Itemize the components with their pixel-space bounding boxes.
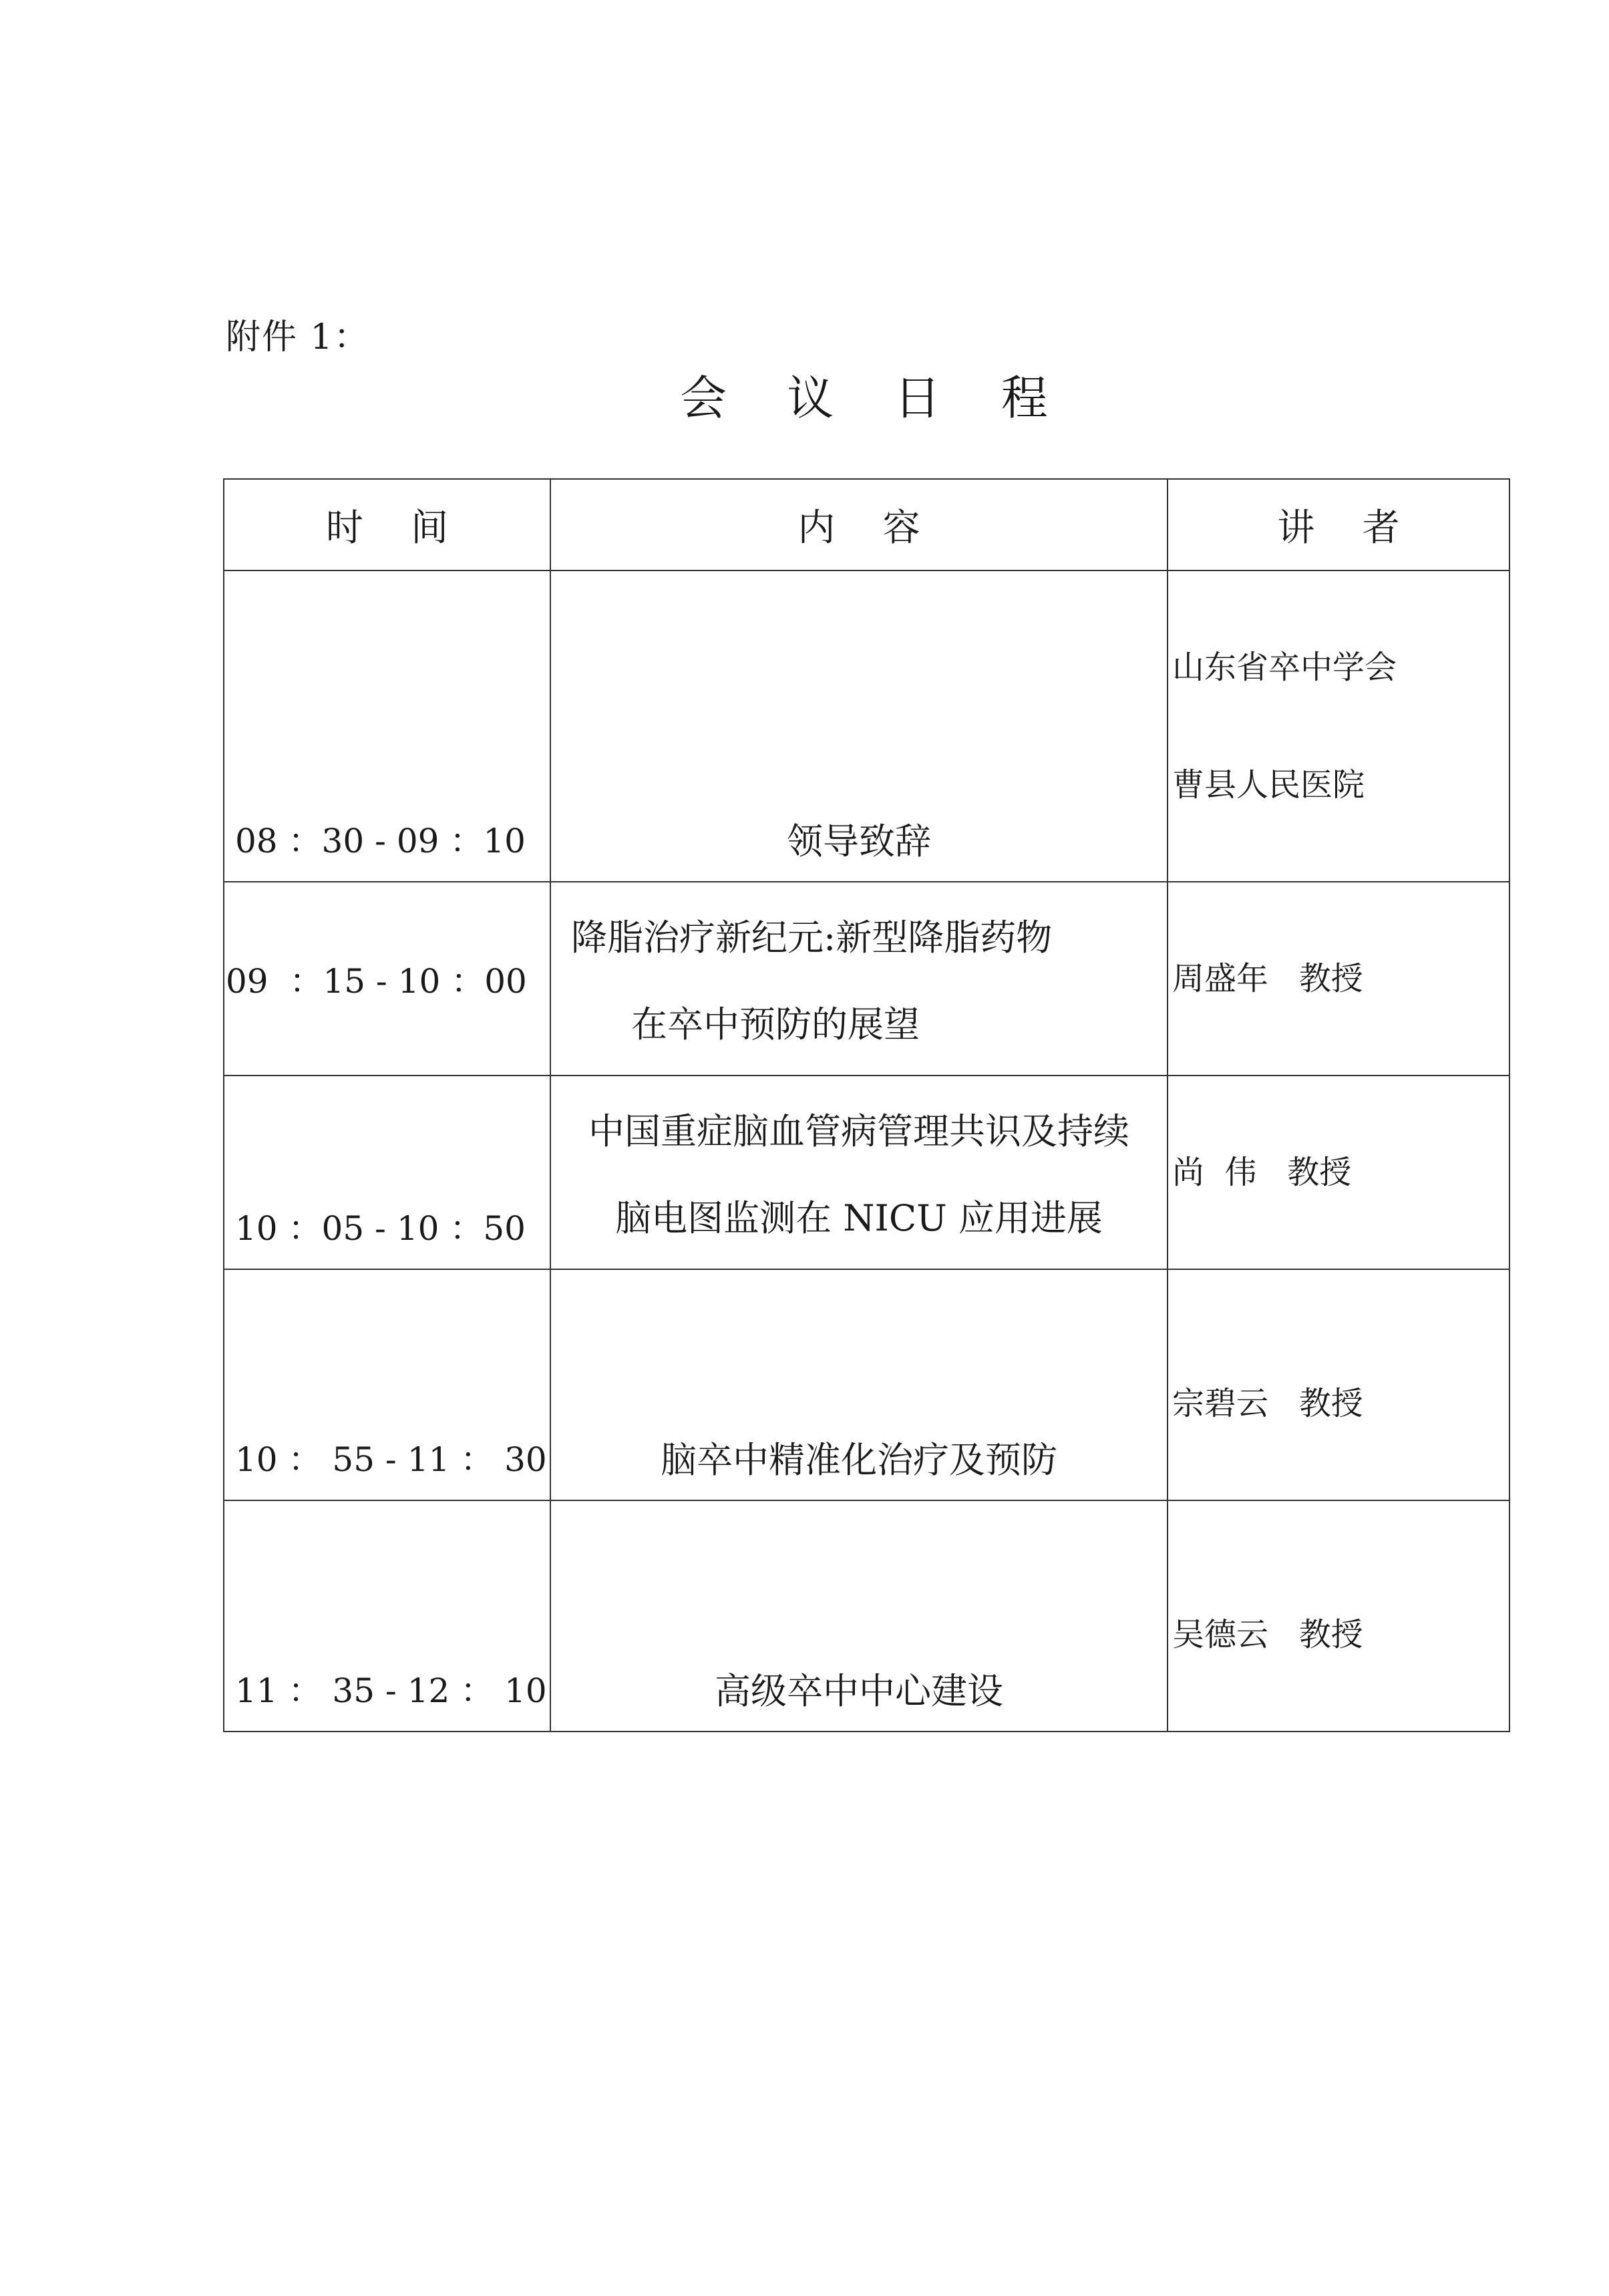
table-row (224, 570, 1509, 882)
session-content-line: 领导致辞 (787, 820, 931, 862)
session-content-line: 在卒中预防的展望 (631, 1003, 920, 1045)
table-row (224, 1076, 1509, 1269)
session-content-line: 降脂治疗新纪元:新型降脂药物 (571, 917, 1053, 959)
header-speaker: 讲 者 (1168, 479, 1509, 570)
session-time: 08 ：30 - 09 ：10 (224, 570, 550, 882)
table-row (224, 882, 1509, 1076)
speaker-line: 尚 伟 教授 (1172, 1154, 1352, 1191)
session-content (550, 1500, 1168, 1732)
session-time: 10 ： 55 - 11 ： 30 (224, 1269, 550, 1500)
session-content (550, 1076, 1168, 1269)
table-header-row (224, 479, 1509, 570)
table-row (224, 1269, 1509, 1500)
attachment-label: 附件 1： (226, 317, 370, 357)
session-content (550, 882, 1168, 1076)
session-time: 09 ：15 - 10 ：00 (224, 882, 550, 1076)
session-time: 11 ： 35 - 12 ： 10 (224, 1500, 550, 1732)
session-content (550, 1269, 1168, 1500)
session-content-line: 脑电图监测在 NICU 应用进展 (615, 1197, 1103, 1239)
header-content: 内 容 (550, 479, 1168, 570)
session-time: 10 ：05 - 10 ：50 (224, 1076, 550, 1269)
header-time: 时 间 (224, 479, 550, 570)
session-content-line: 脑卒中精准化治疗及预防 (661, 1439, 1057, 1481)
speaker-line: 曹县人民医院 (1172, 766, 1365, 804)
speaker-line: 宗碧云 教授 (1172, 1385, 1363, 1422)
schedule-table (223, 478, 1510, 1732)
page-title: 会 议 日 程 (680, 371, 1071, 426)
speaker-line: 山东省卒中学会 (1172, 649, 1397, 686)
session-content (550, 570, 1168, 882)
table-row (224, 1500, 1509, 1732)
session-content-line: 高级卒中中心建设 (715, 1670, 1003, 1712)
session-content-line: 中国重症脑血管病管理共识及持续 (588, 1110, 1129, 1152)
session-speaker (1168, 570, 1509, 882)
session-speaker (1168, 1500, 1509, 1732)
session-speaker (1168, 882, 1509, 1076)
session-speaker (1168, 1269, 1509, 1500)
speaker-line: 周盛年 教授 (1172, 960, 1363, 997)
speaker-line: 吴德云 教授 (1172, 1616, 1363, 1653)
session-speaker (1168, 1076, 1509, 1269)
